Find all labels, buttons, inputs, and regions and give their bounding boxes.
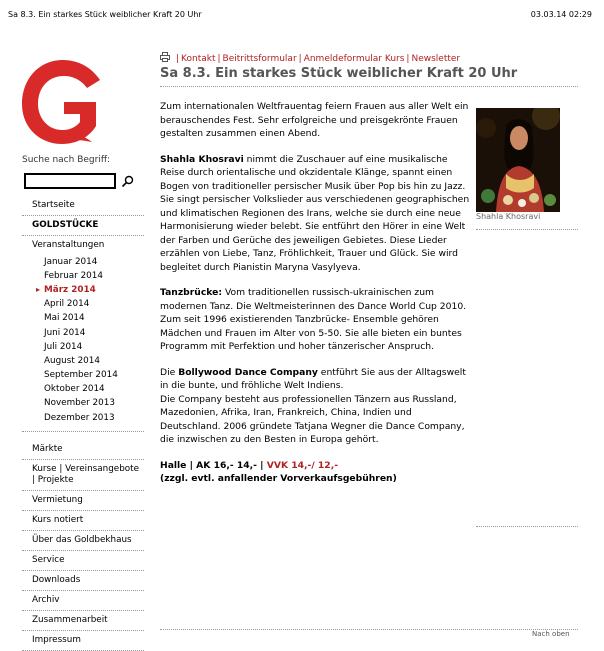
paragraph-text: nimmt die Zuschauer auf eine musikalische Reise durch orientalische und okzidentale Klänge, spannt einen Bogen von traditioneller persischer Musik über Pop bis hin zu Jazz. Sie singt persischer Volkslieder aus verschiedenen geographischen und klimatischen Regionen des Irans, welche sie durch eine neue Harmonisierung wieder belebt. Sie entführt den Hörer in eine Welt der Farben und Gerüche des jeweiligen Gebietes. Diese Lieder erzählen von Liebe, Tanz, Fröhlichkeit, Trauer und Glück. Sie wird begleitet durch Pianistin Maryna Vasylyeva.	[160, 153, 470, 273]
nav-vermietung[interactable]: Vermietung	[22, 491, 144, 511]
paragraph-text: Zum seit 1996 existierenden Tanzbrücke- Ensemble gehören Mädchen und Frauen im Alter von 5-50. Sie alle bieten ein buntes Programm mit Perfektion und hoher tänzerischer Anspruch.	[160, 314, 462, 352]
performer-name: Bollywood Dance Company	[178, 366, 318, 378]
price-info	[160, 459, 470, 486]
performer-photo	[476, 108, 560, 212]
nav-month-item-active[interactable]: ▸ März 2014	[22, 283, 144, 297]
search-input[interactable]	[24, 173, 116, 189]
link-beitrittsformular[interactable]: Beitrittsformular	[222, 54, 297, 64]
performer-name: Shahla Khosravi	[160, 153, 244, 165]
nav-month-item[interactable]: Juli 2014	[44, 341, 83, 352]
nav-month-item[interactable]: September 2014	[44, 370, 118, 381]
paragraph-text: Die Company besteht aus professionellen Tänzern aus Russland, Mazedonien, Afrika, Iran, Frankreich, China, Indien und Deutschland. 2006 gründete Tatjana Wegner die Dance Company, die inzwischen zu den Besten in Europa gehört.	[160, 393, 465, 445]
nav-month-item[interactable]: Oktober 2014	[44, 384, 105, 395]
goldbekhaus-logo[interactable]	[20, 56, 106, 152]
nav-startseite[interactable]: Startseite	[22, 196, 144, 216]
paragraph-text: Vom traditionellen russisch-ukrainischen zum modernen Tanz. Die Weltmeisterinnen des Dance World Cup 2010.	[160, 287, 467, 312]
article-paragraph	[160, 286, 470, 354]
nav-kurse[interactable]: Kurse | Vereinsangebote | Projekte	[22, 460, 144, 491]
back-to-top-link[interactable]: Nach oben	[532, 630, 570, 638]
divider	[476, 229, 578, 230]
page-title: Sa 8.3. Ein starkes Stück weiblicher Kraft 20 Uhr	[160, 66, 518, 81]
nav-kurs-notiert[interactable]: Kurs notiert	[22, 511, 144, 531]
printer-icon[interactable]	[160, 52, 170, 62]
link-anmeldeformular[interactable]: Anmeldeformular Kurs	[303, 54, 405, 64]
price-ak: Halle | AK 16,- 14,- |	[160, 459, 267, 471]
price-note: (zzgl. evtl. anfallender Vorverkaufsgebühren)	[160, 473, 397, 484]
article-body	[160, 100, 470, 498]
nav-goldstuecke[interactable]: GOLDSTÜCKE	[22, 216, 144, 236]
nav-month-item[interactable]: April 2014	[44, 299, 90, 310]
paragraph-text: Die	[160, 366, 179, 378]
nav-month-item[interactable]: Februar 2014	[44, 270, 103, 281]
top-links: | Kontakt | Beitrittsformular | Anmeldeformular Kurs | Newsletter	[160, 52, 460, 64]
nav-month-item[interactable]: August 2014	[44, 355, 100, 366]
nav-downloads[interactable]: Downloads	[22, 571, 144, 591]
nav-impressum[interactable]: Impressum	[22, 631, 144, 651]
divider	[160, 86, 578, 87]
nav-ueber[interactable]: Über das Goldbekhaus	[22, 531, 144, 551]
search-label: Suche nach Begriff:	[22, 155, 111, 165]
link-kontakt[interactable]: Kontakt	[181, 54, 216, 64]
article-paragraph	[160, 366, 470, 447]
photo-caption: Shahla Khosravi	[476, 212, 541, 221]
nav-service[interactable]: Service	[22, 551, 144, 571]
nav-veranstaltungen[interactable]: Veranstaltungen	[32, 240, 105, 250]
divider	[476, 526, 578, 527]
search-icon[interactable]	[121, 174, 135, 188]
sidebar-nav	[22, 196, 144, 651]
browser-print-header	[0, 0, 604, 30]
nav-month-item[interactable]: Mai 2014	[44, 313, 85, 324]
print-header-datetime: 03.03.14 02:29	[530, 10, 592, 19]
divider	[160, 629, 578, 630]
nav-month-item[interactable]: Juni 2014	[44, 327, 86, 338]
link-newsletter[interactable]: Newsletter	[411, 54, 461, 64]
nav-veranstaltungen-group	[22, 236, 144, 432]
performer-name: Tanzbrücke:	[160, 287, 223, 298]
nav-archiv[interactable]: Archiv	[22, 591, 144, 611]
nav-month-item[interactable]: Dezember 2013	[44, 412, 115, 423]
article-paragraph	[160, 153, 470, 275]
nav-zusammenarbeit[interactable]: Zusammenarbeit	[22, 611, 144, 631]
paragraph-text: entführt Sie aus der Alltagswelt in die bunte, und fröhliche Welt Indiens.	[160, 366, 466, 391]
nav-maerkte[interactable]: Märkte	[22, 440, 144, 460]
print-header-title: Sa 8.3. Ein starkes Stück weiblicher Kraft 20 Uhr	[8, 10, 202, 19]
price-vvk: VVK 14,-/ 12,-	[266, 459, 339, 471]
nav-month-item[interactable]: November 2013	[44, 398, 115, 409]
article-intro: Zum internationalen Weltfrauentag feiern Frauen aus aller Welt ein berauschendes Fest. Sehr erfolgreiche und preisgekrönte Frauen gestalten zusammen einen Abend.	[160, 101, 469, 139]
nav-month-item[interactable]: Januar 2014	[44, 256, 98, 267]
